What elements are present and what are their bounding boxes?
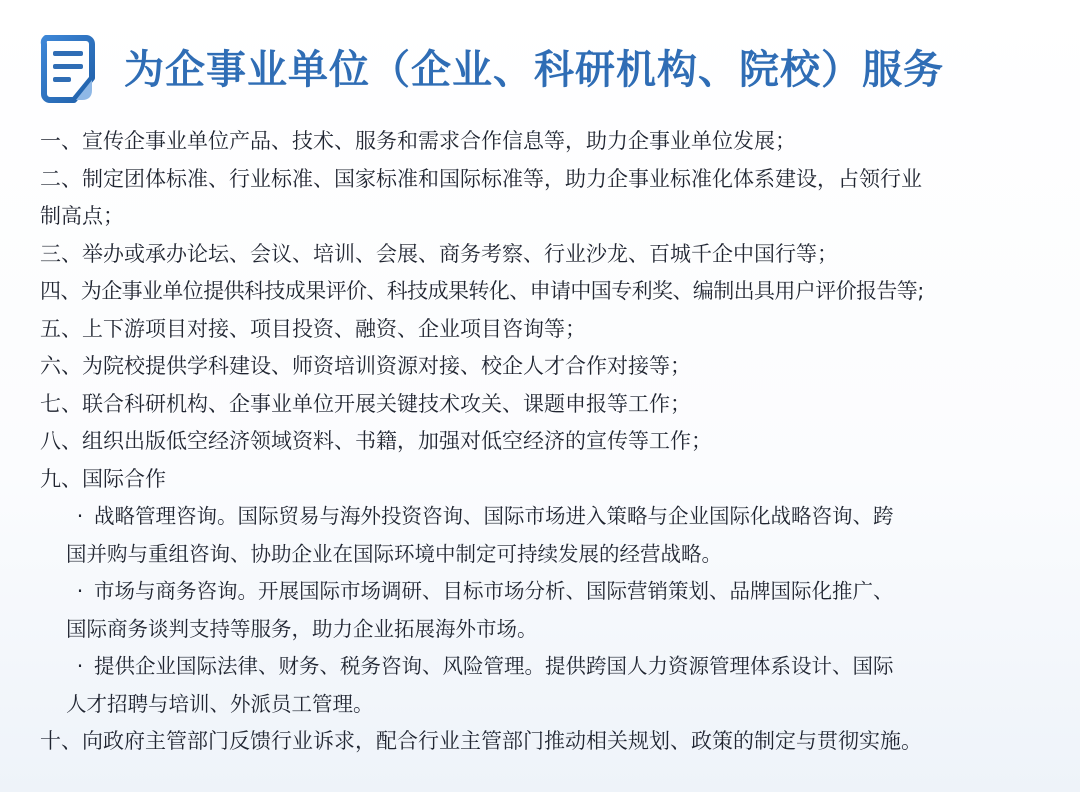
document-icon [40,34,98,106]
page-title: 为企事业单位（企业、科研机构、院校）服务 [124,47,944,93]
item-line: 十、向政府主管部门反馈行业诉求，配合行业主管部门推动相关规划、政策的制定与贯彻实施。 [40,729,922,753]
item-line: 三、举办或承办论坛、会议、培训、会展、商务考察、行业沙龙、百城千企中国行等； [40,241,838,266]
item-line: 二、制定团体标准、行业标准、国家标准和国际标准等，助力企事业标准化体系建设，占领行业 [40,166,922,191]
item-line: 一、宣传企事业单位产品、技术、服务和需求合作信息等，助力企事业单位发展； [40,129,796,153]
international-subitems [40,498,1050,723]
subitem-line: · 战略管理咨询。国际贸易与海外投资咨询、国际市场进入策略与企业国际化战略咨询、跨 [66,498,1050,536]
item-line: 制高点； [40,204,124,228]
service-list [40,123,1050,761]
list-item [40,386,1050,424]
bullet-dot: · [76,654,84,678]
list-item [40,461,1050,499]
list-item [40,311,1050,349]
item-line: 九、国际合作 [40,466,166,491]
item-line: 四、为企事业单位提供科技成果评价、科技成果转化、申请中国专利奖、编制出具用户评价报告等; [40,279,924,303]
subitem-line: · 提供企业国际法律、财务、税务咨询、风险管理。提供跨国人力资源管理体系设计、国际 [66,648,1050,686]
item-line: 八、组织出版低空经济领域资料、书籍，加强对低空经济的宣传等工作； [40,429,712,453]
subitem-line: 人才招聘与培训、外派员工管理。 [66,691,374,716]
list-item [40,161,1050,236]
subitem-line: · 市场与商务咨询。开展国际市场调研、目标市场分析、国际营销策划、品牌国际化推广、 [66,573,1050,611]
list-item [40,236,1050,274]
bullet-dot: · [76,504,84,528]
list-item [40,348,1050,386]
list-item [40,723,1050,761]
subitem-line: 国际商务谈判支持等服务，助力企业拓展海外市场。 [66,616,538,641]
bullet-dot: · [76,579,84,603]
item-line: 六、为院校提供学科建设、师资培训资源对接、校企人才合作对接等； [40,354,691,378]
item-line: 七、联合科研机构、企事业单位开展关键技术攻关、课题申报等工作； [40,391,691,416]
list-item [40,273,1050,311]
header [40,30,944,110]
list-item [40,123,1050,161]
subitem-line: 国并购与重组咨询、协助企业在国际环境中制定可持续发展的经营战略。 [66,541,722,566]
item-line: 五、上下游项目对接、项目投资、融资、企业项目咨询等； [40,316,586,341]
list-item [40,423,1050,461]
